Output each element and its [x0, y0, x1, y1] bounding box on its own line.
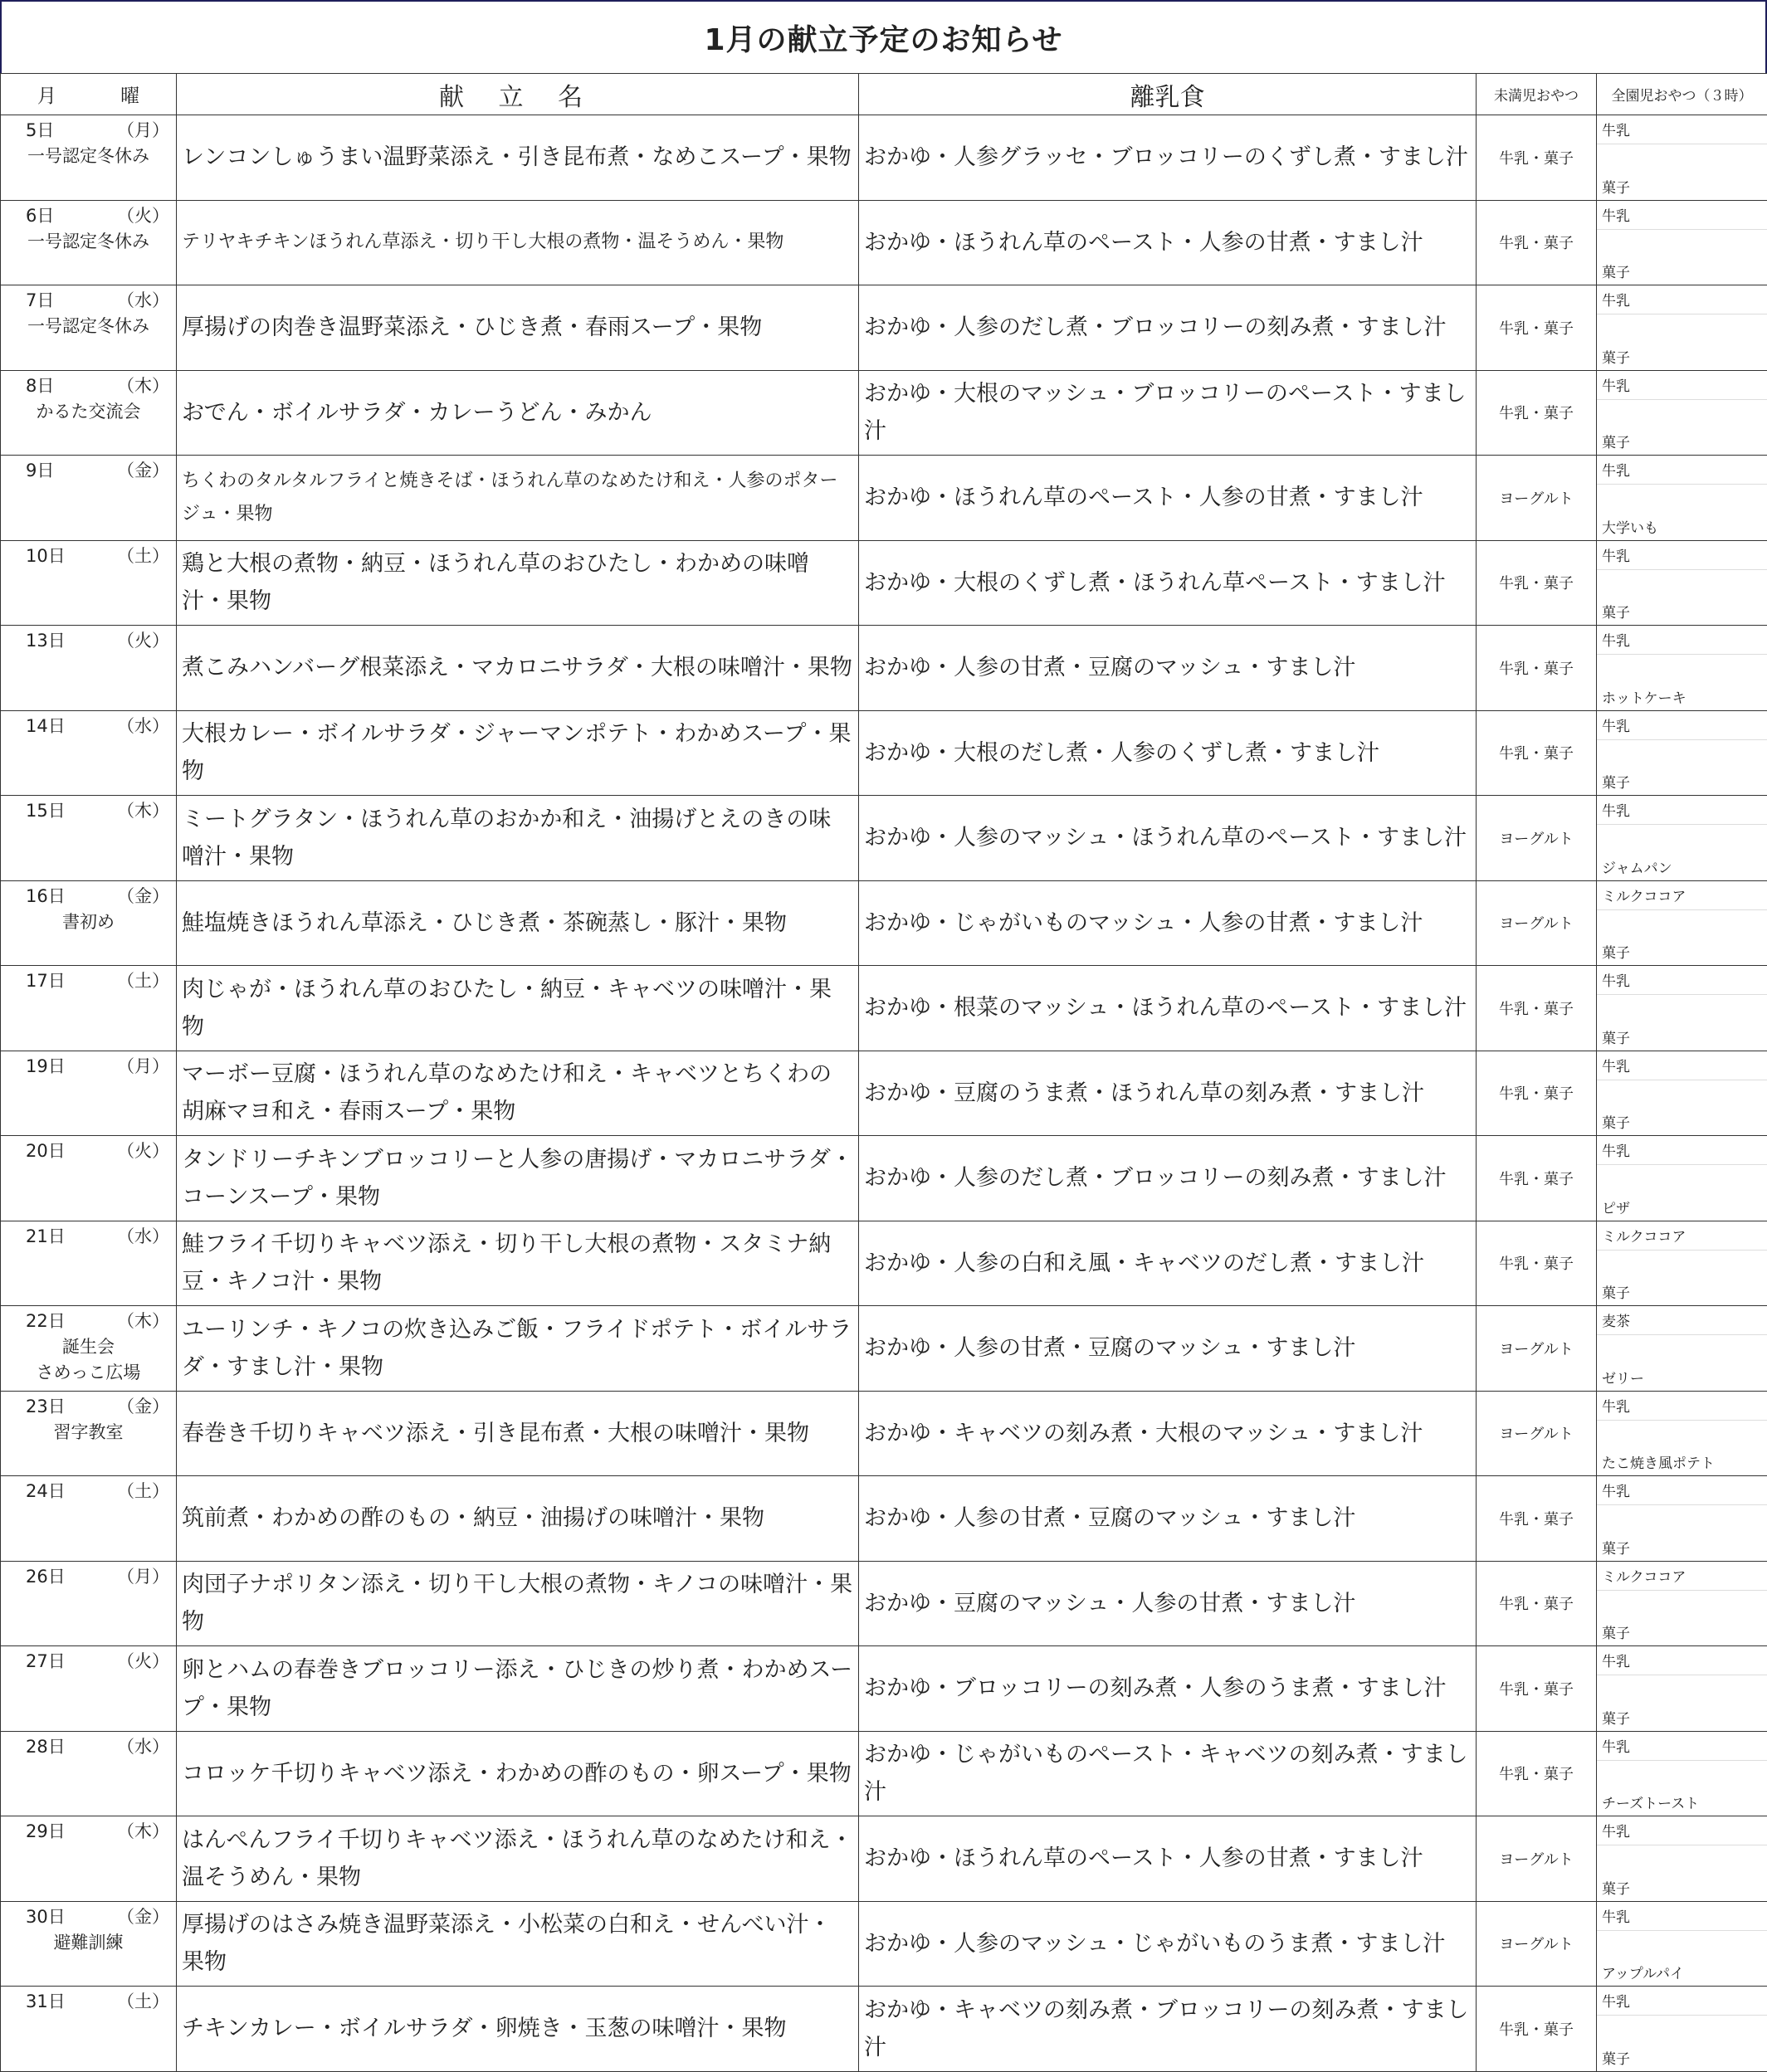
date-label: 30日 — [26, 1904, 66, 1928]
weekday-label: （月） — [117, 1053, 169, 1078]
header-row — [1, 74, 1767, 115]
snack-all-cell — [1597, 1306, 1767, 1392]
snack-under3-cell: ヨーグルト — [1477, 1391, 1597, 1476]
snack-food: 菓子 — [1602, 2047, 1630, 2068]
date-label: 21日 — [26, 1223, 66, 1248]
snack-drink: 牛乳 — [1602, 119, 1630, 139]
date-label: 7日 — [26, 287, 54, 312]
date-cell — [1, 540, 177, 626]
baby-food-cell: おかゆ・大根のマッシュ・ブロッコリーのペースト・すまし汁 — [859, 370, 1477, 456]
event-note: 誕生会 さめっこ広場 — [1, 1334, 176, 1386]
menu-cell: 春巻き千切りキャベツ添え・引き昆布煮・大根の味噌汁・果物 — [177, 1391, 859, 1476]
snack-all-cell — [1597, 456, 1767, 541]
date-label: 24日 — [26, 1478, 66, 1503]
weekday-label: （月） — [117, 117, 169, 142]
menu-cell: おでん・ボイルサラダ・カレーうどん・みかん — [177, 370, 859, 456]
snack-all-cell — [1597, 1051, 1767, 1136]
weekday-label: （火） — [117, 1648, 169, 1673]
snack-under3-cell: 牛乳・菓子 — [1477, 1646, 1597, 1732]
baby-food-cell: おかゆ・人参のだし煮・ブロッコリーの刻み煮・すまし汁 — [859, 285, 1477, 371]
snack-food: 菓子 — [1602, 1537, 1630, 1558]
snack-food: 菓子 — [1602, 1111, 1630, 1132]
event-note: 習字教室 — [1, 1420, 176, 1446]
snack-under3-cell: 牛乳・菓子 — [1477, 370, 1597, 456]
snack-food: 菓子 — [1602, 1621, 1630, 1642]
baby-food-cell: おかゆ・大根のだし煮・人参のくずし煮・すまし汁 — [859, 710, 1477, 796]
snack-divider — [1597, 1250, 1767, 1251]
date-label: 29日 — [26, 1818, 66, 1843]
weekday-label: （土） — [117, 543, 169, 568]
snack-divider — [1597, 1930, 1767, 1931]
snack-all-cell — [1597, 1731, 1767, 1816]
baby-food-cell: おかゆ・ほうれん草のペースト・人参の甘煮・すまし汁 — [859, 456, 1477, 541]
snack-drink: 牛乳 — [1602, 1990, 1630, 2011]
snack-drink: 牛乳 — [1602, 1905, 1630, 1926]
date-label: 13日 — [26, 627, 66, 652]
date-label: 27日 — [26, 1648, 66, 1673]
menu-cell: 厚揚げのはさみ焼き温野菜添え・小松菜の白和え・せんべい汁・果物 — [177, 1901, 859, 1987]
menu-cell: ちくわのタルタルフライと焼きそば・ほうれん草のなめたけ和え・人参のポタージュ・果物 — [177, 456, 859, 541]
snack-divider — [1597, 484, 1767, 485]
weekday-label: （木） — [117, 1308, 169, 1333]
menu-cell: チキンカレー・ボイルサラダ・卵焼き・玉葱の味噌汁・果物 — [177, 1987, 859, 2072]
baby-food-cell: おかゆ・人参のマッシュ・じゃがいものうま煮・すまし汁 — [859, 1901, 1477, 1987]
snack-divider — [1597, 824, 1767, 825]
date-cell — [1, 1816, 177, 1902]
snack-under3-cell: 牛乳・菓子 — [1477, 966, 1597, 1051]
date-cell — [1, 1901, 177, 1987]
menu-cell: テリヤキチキンほうれん草添え・切り干し大根の煮物・温そうめん・果物 — [177, 200, 859, 285]
date-cell — [1, 1476, 177, 1562]
snack-drink: ミルクココア — [1602, 885, 1686, 905]
date-cell — [1, 1646, 177, 1732]
baby-food-cell: おかゆ・豆腐のマッシュ・人参の甘煮・すまし汁 — [859, 1561, 1477, 1646]
snack-divider — [1597, 654, 1767, 655]
snack-all-cell — [1597, 200, 1767, 285]
baby-food-cell: おかゆ・人参グラッセ・ブロッコリーのくずし煮・すまし汁 — [859, 115, 1477, 201]
weekday-label: （木） — [117, 373, 169, 397]
snack-under3-cell: 牛乳・菓子 — [1477, 115, 1597, 201]
event-note: 一号認定冬休み — [1, 314, 176, 339]
menu-cell: ミートグラタン・ほうれん草のおかか和え・油揚げとえのきの味噌汁・果物 — [177, 796, 859, 881]
snack-divider — [1597, 1504, 1767, 1505]
date-cell — [1, 880, 177, 966]
snack-under3-cell: ヨーグルト — [1477, 796, 1597, 881]
date-label: 31日 — [26, 1988, 66, 2013]
snack-food: 菓子 — [1602, 941, 1630, 962]
baby-food-cell: おかゆ・人参の甘煮・豆腐のマッシュ・すまし汁 — [859, 626, 1477, 711]
baby-food-cell: おかゆ・じゃがいものペースト・キャベツの刻み煮・すまし汁 — [859, 1731, 1477, 1816]
snack-drink: 牛乳 — [1602, 629, 1630, 650]
snack-all-cell — [1597, 370, 1767, 456]
date-cell — [1, 1306, 177, 1392]
snack-divider — [1597, 1334, 1767, 1335]
page-title: 1月の献立予定のお知らせ — [0, 0, 1767, 73]
baby-food-cell: おかゆ・ほうれん草のペースト・人参の甘煮・すまし汁 — [859, 200, 1477, 285]
baby-food-cell: おかゆ・キャベツの刻み煮・ブロッコリーの刻み煮・すまし汁 — [859, 1987, 1477, 2072]
date-cell — [1, 285, 177, 371]
snack-all-cell — [1597, 1221, 1767, 1306]
snack-food: 菓子 — [1602, 346, 1630, 367]
event-note: 一号認定冬休み — [1, 229, 176, 255]
snack-food: ホットケーキ — [1602, 686, 1686, 707]
snack-food: アップルパイ — [1602, 1962, 1684, 1982]
snack-food: 菓子 — [1602, 1877, 1630, 1898]
snack-under3-cell: 牛乳・菓子 — [1477, 1731, 1597, 1816]
table-row — [1, 1136, 1767, 1221]
snack-divider — [1597, 909, 1767, 910]
weekday-label: （金） — [117, 1904, 169, 1928]
date-cell — [1, 966, 177, 1051]
snack-drink: 牛乳 — [1602, 969, 1630, 990]
snack-food: 菓子 — [1602, 1281, 1630, 1302]
snack-all-cell — [1597, 115, 1767, 201]
snack-drink: 牛乳 — [1602, 1480, 1630, 1500]
date-cell — [1, 1561, 177, 1646]
table-row — [1, 1221, 1767, 1306]
event-note: 書初め — [1, 909, 176, 935]
menu-cell: 煮こみハンバーグ根菜添え・マカロニサラダ・大根の味噌汁・果物 — [177, 626, 859, 711]
table-row — [1, 1816, 1767, 1902]
event-note: 避難訓練 — [1, 1930, 176, 1956]
date-label: 26日 — [26, 1563, 66, 1588]
table-row — [1, 1051, 1767, 1136]
menu-cell: 肉じゃが・ほうれん草のおひたし・納豆・キャベツの味噌汁・果物 — [177, 966, 859, 1051]
baby-food-cell: おかゆ・人参の甘煮・豆腐のマッシュ・すまし汁 — [859, 1306, 1477, 1392]
snack-under3-cell: 牛乳・菓子 — [1477, 1136, 1597, 1221]
menu-cell: タンドリーチキンブロッコリーと人参の唐揚げ・マカロニサラダ・コーンスープ・果物 — [177, 1136, 859, 1221]
weekday-label: （月） — [117, 1563, 169, 1588]
baby-food-cell: おかゆ・ブロッコリーの刻み煮・人参のうま煮・すまし汁 — [859, 1646, 1477, 1732]
table-row — [1, 880, 1767, 966]
snack-food: 大学いも — [1602, 516, 1658, 537]
snack-drink: 牛乳 — [1602, 1650, 1630, 1670]
snack-divider — [1597, 1164, 1767, 1165]
date-cell — [1, 1136, 177, 1221]
date-label: 20日 — [26, 1138, 66, 1163]
snack-food: ジャムパン — [1602, 856, 1672, 877]
menu-cell: 鮭フライ千切りキャベツ添え・切り干し大根の煮物・スタミナ納豆・キノコ汁・果物 — [177, 1221, 859, 1306]
menu-cell: コロッケ千切りキャベツ添え・わかめの酢のもの・卵スープ・果物 — [177, 1731, 859, 1816]
table-row — [1, 1306, 1767, 1392]
weekday-label: （火） — [117, 627, 169, 652]
header-date — [1, 74, 177, 115]
menu-table — [0, 73, 1767, 2072]
snack-divider — [1597, 1590, 1767, 1591]
snack-under3-cell: 牛乳・菓子 — [1477, 1987, 1597, 2072]
table-row — [1, 1731, 1767, 1816]
table-row — [1, 200, 1767, 285]
weekday-label: （火） — [117, 1138, 169, 1163]
header-snack-all: 全園児おやつ（３時） — [1597, 74, 1767, 115]
date-cell — [1, 626, 177, 711]
baby-food-cell: おかゆ・根菜のマッシュ・ほうれん草のペースト・すまし汁 — [859, 966, 1477, 1051]
snack-drink: 牛乳 — [1602, 289, 1630, 310]
baby-food-cell: おかゆ・人参の甘煮・豆腐のマッシュ・すまし汁 — [859, 1476, 1477, 1562]
table-row — [1, 966, 1767, 1051]
menu-cell: 筑前煮・わかめの酢のもの・納豆・油揚げの味噌汁・果物 — [177, 1476, 859, 1562]
snack-all-cell — [1597, 1561, 1767, 1646]
snack-drink: 牛乳 — [1602, 1820, 1630, 1840]
snack-under3-cell: ヨーグルト — [1477, 1901, 1597, 1987]
snack-under3-cell: 牛乳・菓子 — [1477, 1051, 1597, 1136]
snack-drink: 牛乳 — [1602, 374, 1630, 395]
snack-all-cell — [1597, 796, 1767, 881]
snack-drink: 牛乳 — [1602, 1055, 1630, 1075]
table-row — [1, 540, 1767, 626]
snack-under3-cell: 牛乳・菓子 — [1477, 626, 1597, 711]
snack-divider — [1597, 569, 1767, 570]
snack-all-cell — [1597, 880, 1767, 966]
header-weekday: 曜 — [120, 80, 139, 108]
header-baby-food: 離乳食 — [859, 74, 1477, 115]
baby-food-cell: おかゆ・キャベツの刻み煮・大根のマッシュ・すまし汁 — [859, 1391, 1477, 1476]
menu-cell: 鶏と大根の煮物・納豆・ほうれん草のおひたし・わかめの味噌汁・果物 — [177, 540, 859, 626]
date-cell — [1, 200, 177, 285]
date-label: 28日 — [26, 1733, 66, 1758]
snack-divider — [1597, 994, 1767, 995]
snack-all-cell — [1597, 1476, 1767, 1562]
snack-all-cell — [1597, 1646, 1767, 1732]
snack-all-cell — [1597, 710, 1767, 796]
weekday-label: （火） — [117, 202, 169, 227]
table-row — [1, 1476, 1767, 1562]
event-note: 一号認定冬休み — [1, 144, 176, 169]
snack-food: 菓子 — [1602, 1707, 1630, 1728]
snack-drink: 牛乳 — [1602, 714, 1630, 735]
table-row — [1, 710, 1767, 796]
snack-food: 菓子 — [1602, 771, 1630, 792]
snack-divider — [1597, 1760, 1767, 1761]
table-row — [1, 1987, 1767, 2072]
date-cell — [1, 115, 177, 201]
menu-cell: はんぺんフライ千切りキャベツ添え・ほうれん草のなめたけ和え・温そうめん・果物 — [177, 1816, 859, 1902]
date-cell — [1, 796, 177, 881]
snack-all-cell — [1597, 1987, 1767, 2072]
weekday-label: （水） — [117, 713, 169, 738]
date-cell — [1, 1051, 177, 1136]
snack-under3-cell: ヨーグルト — [1477, 456, 1597, 541]
date-cell — [1, 370, 177, 456]
menu-cell: マーボー豆腐・ほうれん草のなめたけ和え・キャベツとちくわの胡麻マヨ和え・春雨スープ・果物 — [177, 1051, 859, 1136]
date-cell — [1, 1731, 177, 1816]
date-cell — [1, 1987, 177, 2072]
snack-under3-cell: 牛乳・菓子 — [1477, 1476, 1597, 1562]
date-label: 9日 — [26, 457, 54, 482]
snack-drink: 牛乳 — [1602, 1735, 1630, 1756]
weekday-label: （木） — [117, 797, 169, 822]
weekday-label: （木） — [117, 1818, 169, 1843]
snack-under3-cell: ヨーグルト — [1477, 1306, 1597, 1392]
menu-cell: 厚揚げの肉巻き温野菜添え・ひじき煮・春雨スープ・果物 — [177, 285, 859, 371]
menu-cell: 鮭塩焼きほうれん草添え・ひじき煮・茶碗蒸し・豚汁・果物 — [177, 880, 859, 966]
date-cell — [1, 710, 177, 796]
table-row — [1, 456, 1767, 541]
table-row — [1, 796, 1767, 881]
snack-food: たこ焼き風ポテト — [1602, 1451, 1715, 1472]
weekday-label: （金） — [117, 1393, 169, 1418]
snack-all-cell — [1597, 540, 1767, 626]
table-row — [1, 115, 1767, 201]
snack-drink: 牛乳 — [1602, 459, 1630, 480]
snack-food: チーズトースト — [1602, 1792, 1699, 1812]
date-cell — [1, 456, 177, 541]
date-label: 5日 — [26, 117, 54, 142]
snack-divider — [1597, 229, 1767, 230]
snack-drink: 牛乳 — [1602, 1395, 1630, 1416]
snack-divider — [1597, 1420, 1767, 1421]
weekday-label: （金） — [117, 457, 169, 482]
date-label: 22日 — [26, 1308, 66, 1333]
snack-under3-cell: ヨーグルト — [1477, 1816, 1597, 1902]
date-label: 14日 — [26, 713, 66, 738]
baby-food-cell: おかゆ・人参のだし煮・ブロッコリーの刻み煮・すまし汁 — [859, 1136, 1477, 1221]
header-month: 月 — [37, 80, 56, 108]
snack-under3-cell: 牛乳・菓子 — [1477, 1221, 1597, 1306]
snack-food: ゼリー — [1602, 1367, 1644, 1387]
weekday-label: （土） — [117, 1478, 169, 1503]
snack-under3-cell: ヨーグルト — [1477, 880, 1597, 966]
snack-drink: 牛乳 — [1602, 1139, 1630, 1160]
menu-cell: 肉団子ナポリタン添え・切り干し大根の煮物・キノコの味噌汁・果物 — [177, 1561, 859, 1646]
snack-under3-cell: 牛乳・菓子 — [1477, 710, 1597, 796]
snack-under3-cell: 牛乳・菓子 — [1477, 200, 1597, 285]
snack-food: 菓子 — [1602, 1026, 1630, 1047]
snack-all-cell — [1597, 1391, 1767, 1476]
snack-all-cell — [1597, 1816, 1767, 1902]
date-label: 16日 — [26, 883, 66, 908]
snack-drink: 牛乳 — [1602, 204, 1630, 225]
snack-food: ピザ — [1602, 1197, 1630, 1217]
table-row — [1, 1561, 1767, 1646]
weekday-label: （土） — [117, 968, 169, 992]
menu-cell: 卵とハムの春巻きブロッコリー添え・ひじきの炒り煮・わかめスープ・果物 — [177, 1646, 859, 1732]
date-label: 8日 — [26, 373, 54, 397]
snack-all-cell — [1597, 1136, 1767, 1221]
snack-drink: ミルクココア — [1602, 1565, 1686, 1586]
baby-food-cell: おかゆ・大根のくずし煮・ほうれん草ペースト・すまし汁 — [859, 540, 1477, 626]
snack-divider — [1597, 739, 1767, 740]
snack-divider — [1597, 2015, 1767, 2016]
header-menu: 献 立 名 — [177, 74, 859, 115]
snack-drink: 麦茶 — [1602, 1309, 1630, 1330]
date-label: 19日 — [26, 1053, 66, 1078]
header-snack-under3: 未満児おやつ — [1477, 74, 1597, 115]
date-cell — [1, 1221, 177, 1306]
snack-all-cell — [1597, 626, 1767, 711]
snack-under3-cell: 牛乳・菓子 — [1477, 540, 1597, 626]
snack-food: 菓子 — [1602, 176, 1630, 197]
snack-drink: 牛乳 — [1602, 799, 1630, 820]
table-row — [1, 626, 1767, 711]
menu-cell: ユーリンチ・キノコの炊き込みご飯・フライドポテト・ボイルサラダ・すまし汁・果物 — [177, 1306, 859, 1392]
baby-food-cell: おかゆ・豆腐のうま煮・ほうれん草の刻み煮・すまし汁 — [859, 1051, 1477, 1136]
table-row — [1, 1646, 1767, 1732]
weekday-label: （水） — [117, 1223, 169, 1248]
weekday-label: （水） — [117, 287, 169, 312]
baby-food-cell: おかゆ・じゃがいものマッシュ・人参の甘煮・すまし汁 — [859, 880, 1477, 966]
menu-cell: レンコンしゅうまい温野菜添え・引き昆布煮・なめこスープ・果物 — [177, 115, 859, 201]
snack-all-cell — [1597, 1901, 1767, 1987]
weekday-label: （土） — [117, 1988, 169, 2013]
snack-food: 菓子 — [1602, 601, 1630, 622]
snack-food: 菓子 — [1602, 431, 1630, 451]
snack-all-cell — [1597, 966, 1767, 1051]
snack-drink: 牛乳 — [1602, 544, 1630, 565]
baby-food-cell: おかゆ・ほうれん草のペースト・人参の甘煮・すまし汁 — [859, 1816, 1477, 1902]
snack-under3-cell: 牛乳・菓子 — [1477, 1561, 1597, 1646]
snack-all-cell — [1597, 285, 1767, 371]
weekday-label: （水） — [117, 1733, 169, 1758]
date-label: 15日 — [26, 797, 66, 822]
date-label: 23日 — [26, 1393, 66, 1418]
table-row — [1, 370, 1767, 456]
snack-drink: ミルクココア — [1602, 1225, 1686, 1246]
date-label: 10日 — [26, 543, 66, 568]
weekday-label: （金） — [117, 883, 169, 908]
table-row — [1, 285, 1767, 371]
date-label: 6日 — [26, 202, 54, 227]
table-row — [1, 1391, 1767, 1476]
event-note: かるた交流会 — [1, 399, 176, 425]
date-label: 17日 — [26, 968, 66, 992]
snack-divider — [1597, 399, 1767, 400]
menu-cell: 大根カレー・ボイルサラダ・ジャーマンポテト・わかめスープ・果物 — [177, 710, 859, 796]
snack-food: 菓子 — [1602, 261, 1630, 281]
date-cell — [1, 1391, 177, 1476]
snack-under3-cell: 牛乳・菓子 — [1477, 285, 1597, 371]
baby-food-cell: おかゆ・人参の白和え風・キャベツのだし煮・すまし汁 — [859, 1221, 1477, 1306]
table-row — [1, 1901, 1767, 1987]
baby-food-cell: おかゆ・人参のマッシュ・ほうれん草のペースト・すまし汁 — [859, 796, 1477, 881]
